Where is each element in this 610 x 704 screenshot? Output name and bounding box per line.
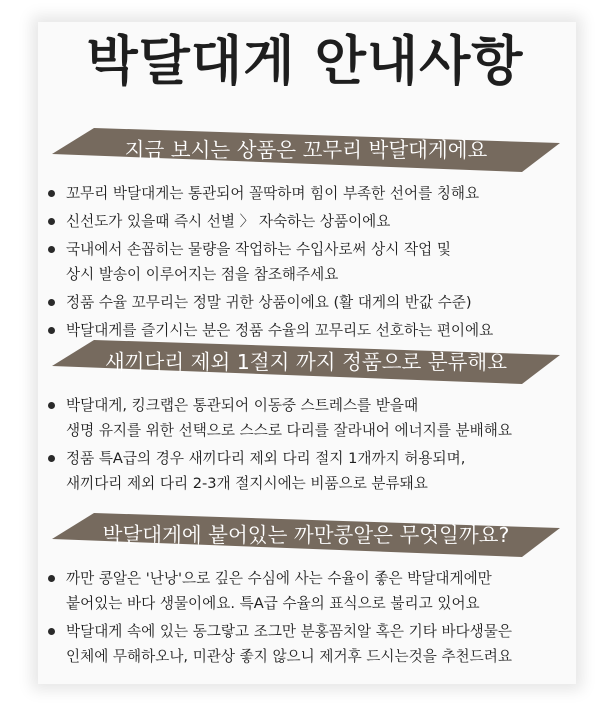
bullet-icon bbox=[48, 402, 55, 409]
section-1-list bbox=[40, 181, 580, 346]
list-item: 국내에서 손꼽히는 물량을 작업하는 수입사로써 상시 작업 및 상시 발송이 이루어지는 점을 참조해주세요 bbox=[40, 237, 580, 287]
bullet-icon bbox=[48, 218, 55, 225]
list-item: 정품 특A급의 경우 새끼다리 제외 다리 절지 1개까지 허용되며, 새끼다리 제외 다리 2-3개 절지시에는 비품으로 분류돼요 bbox=[40, 446, 580, 496]
section-3-banner bbox=[52, 513, 560, 557]
bullet-icon bbox=[48, 246, 55, 253]
section-1-banner bbox=[52, 128, 560, 172]
list-item: 꼬무리 박달대게는 통관되어 꼴딱하며 힘이 부족한 선어를 칭해요 bbox=[40, 181, 580, 206]
section-2-list bbox=[40, 393, 580, 499]
bullet-icon bbox=[48, 628, 55, 635]
section-1-heading: 지금 보시는 상품은 꼬무리 박달대게에요 bbox=[124, 138, 488, 162]
bullet-icon bbox=[48, 575, 55, 582]
section-2-heading: 새끼다리 제외 1절지 까지 정품으로 분류해요 bbox=[104, 350, 508, 374]
section-3-heading: 박달대게에 붙어있는 까만콩알은 무엇일까요? bbox=[102, 523, 510, 547]
bullet-icon bbox=[48, 299, 55, 306]
list-item: 신선도가 있을때 즉시 선별 〉 자숙하는 상품이에요 bbox=[40, 209, 580, 234]
list-item: 박달대게, 킹크랩은 통관되어 이동중 스트레스를 받을때 생명 유지를 위한 선택으로 스스로 다리를 잘라내어 에너지를 분배해요 bbox=[40, 393, 580, 443]
bullet-icon bbox=[48, 455, 55, 462]
page-title: 박달대게 안내사항 bbox=[86, 31, 524, 92]
bullet-icon bbox=[48, 190, 55, 197]
list-item: 박달대게를 즐기시는 분은 정품 수율의 꼬무리도 선호하는 편이에요 bbox=[40, 318, 580, 343]
bullet-icon bbox=[48, 327, 55, 334]
list-item: 까만 콩알은 '난낭'으로 깊은 수심에 사는 수율이 좋은 박달대게에만 붙어있는 바다 생물이에요. 특A급 수율의 표식으로 불리고 있어요 bbox=[40, 566, 580, 616]
section-3-list bbox=[40, 566, 580, 672]
list-item: 정품 수율 꼬무리는 정말 귀한 상품이에요 (활 대게의 반값 수준) bbox=[40, 290, 580, 315]
section-2-banner bbox=[52, 340, 560, 384]
list-item: 박달대게 속에 있는 동그랗고 조그만 분홍꼼치알 혹은 기타 바다생물은 인체에 무해하오나, 미관상 좋지 않으니 제거후 드시는것을 추천드려요 bbox=[40, 619, 580, 669]
